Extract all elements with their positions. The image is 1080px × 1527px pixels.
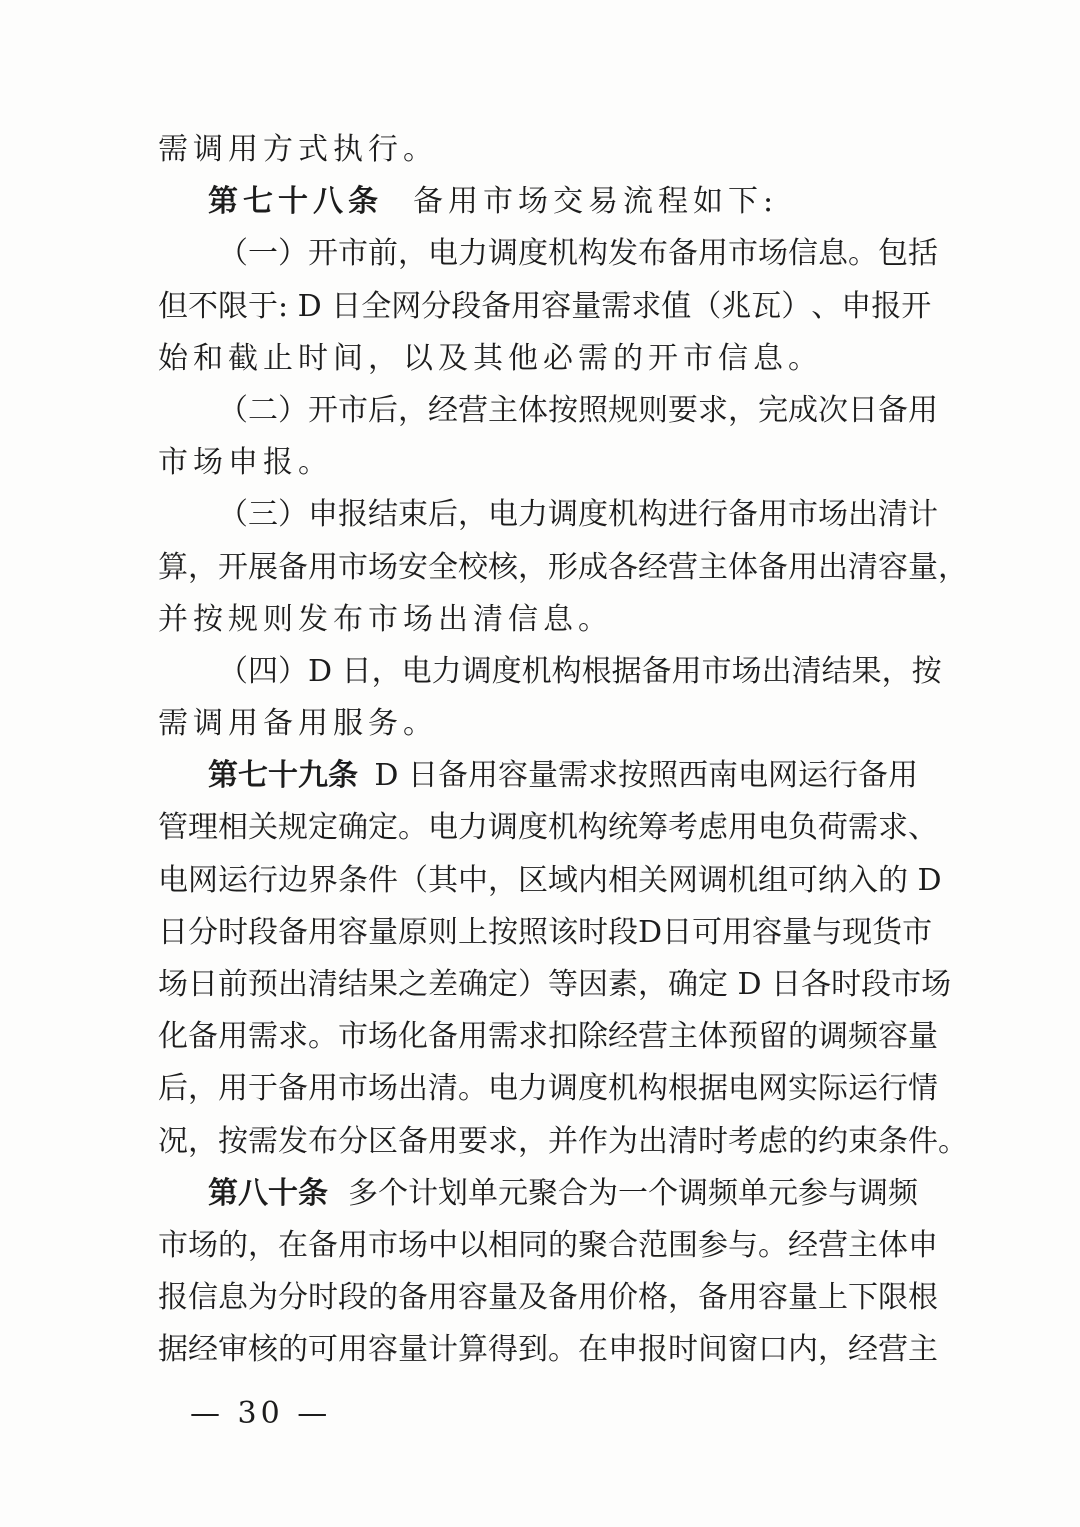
text-line [158,802,938,854]
line-text: 需 调 用 方 式 执 行 。 [158,132,438,167]
line-text: 并 按 规 则 发 布 市 场 出 清 信 息 。 [158,601,613,637]
line-text: 需 调 用 备 用 服 务 。 [158,706,438,742]
text-line [158,385,938,437]
text-line [158,1063,938,1115]
line-text: 场 日 前 预 出 清 结 果 之 差 确 定 ） 等 因 素 ， 确 定 D 日 各 时 段 市 场 [158,967,952,1002]
text-line [158,698,918,750]
text-line [158,1272,938,1324]
text-line [158,124,918,176]
text-line [158,1011,938,1063]
heading-gap [328,1168,348,1220]
article-heading: 第七十九条 [208,758,358,794]
line-text: 备 用 市 场 交 易 流 程 如 下 : [413,184,779,220]
line-text: D 日 备 用 容 量 需 求 按 照 西 南 电 网 运 行 备 用 [374,758,918,794]
line-text: （ 四 ） D 日 ， 电 力 调 度 机 构 根 据 备 用 市 场 出 清 结 果 ， 按 [218,653,942,689]
heading-gap [383,176,413,228]
line-text: 报 信 息 为 分 时 段 的 备 用 容 量 及 备 用 价 格 ， 备 用 容 量 上 下 限 根 [158,1280,938,1316]
text-line [158,333,918,385]
text-line [158,855,942,907]
line-text: 况 ， 按 需 发 布 分 区 备 用 要 求 ， 并 作 为 出 清 时 考 虑 的 约 束 条 件 。 [158,1123,968,1159]
heading-gap [358,750,374,802]
text-line [158,542,968,594]
text-line [158,437,918,489]
line-text: 始 和 截 止 时 间 ， 以 及 其 他 必 需 的 开 市 信 息 。 [158,340,823,376]
line-text: 但 不 限 于 : D 日 全 网 分 段 备 用 容 量 需 求 值 （ 兆 瓦 ） 、 申 报 开 [158,288,932,324]
line-text: （ 三 ） 申 报 结 束 后 ， 电 力 调 度 机 构 进 行 备 用 市 场 出 清 计 [218,497,938,533]
line-text: 化 备 用 需 求 。 市 场 化 备 用 需 求 扣 除 经 营 主 体 预 留 的 调 频 容 量 [158,1019,938,1055]
article-line [158,1168,918,1220]
line-text: 管 理 相 关 规 定 确 定 。 电 力 调 度 机 构 统 筹 考 虑 用 电 负 荷 需 求 、 [158,810,938,846]
text-line [158,1116,968,1168]
article-heading: 第七十八条 [208,184,383,220]
text-line [158,907,933,959]
text-line [158,594,918,646]
line-text: （ 一 ） 开 市 前 ， 电 力 调 度 机 构 发 布 备 用 市 场 信 息 。 包 括 [218,236,938,272]
text-line [158,489,938,541]
line-text: 市 场 的 ， 在 备 用 市 场 中 以 相 同 的 聚 合 范 围 参 与 。 经 营 主 体 申 [158,1227,938,1263]
text-line [158,228,938,280]
article-line [158,750,918,802]
text-line [158,646,942,698]
line-text: 据 经 审 核 的 可 用 容 量 计 算 得 到 。 在 申 报 时 间 窗 口 内 ， 经 营 主 [158,1332,938,1368]
text-line [158,959,952,1011]
text-line [158,1324,938,1376]
line-text: 市 场 申 报 。 [158,445,333,481]
article-heading: 第八十条 [208,1175,328,1211]
text-line [158,1220,938,1272]
line-text: 电 网 运 行 边 界 条 件 （ 其 中 ， 区 域 内 相 关 网 调 机 组 可 纳 入 的 D [158,862,942,898]
text-line [158,281,932,333]
article-line [158,176,918,228]
line-text: （ 二 ） 开 市 后 ， 经 营 主 体 按 照 规 则 要 求 ， 完 成 次 日 备 用 [218,392,938,428]
line-text: 后 ， 用 于 备 用 市 场 出 清 。 电 力 调 度 机 构 根 据 电 网 实 际 运 行 情 [158,1071,938,1107]
line-text: 算 ， 开 展 备 用 市 场 安 全 校 核 ， 形 成 各 经 营 主 体 备 用 出 清 容 量 ， [158,549,968,585]
line-text: 日 分 时 段 备 用 容 量 原 则 上 按 照 该 时 段 D 日 可 用 容 量 与 现 货 市 [158,914,933,950]
page-number: — 30 — [190,1396,332,1431]
document-body [158,124,968,1377]
line-text: 多 个 计 划 单 元 聚 合 为 一 个 调 频 单 元 参 与 调 频 [348,1175,918,1211]
